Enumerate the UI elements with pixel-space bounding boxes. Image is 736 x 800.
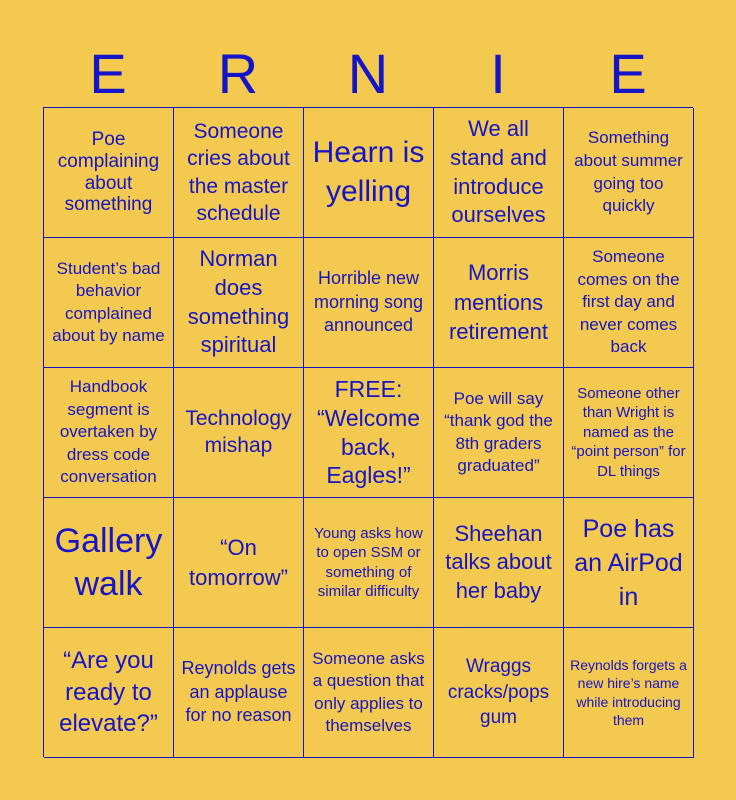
- header-letter-n: N: [347, 42, 389, 105]
- bingo-cell[interactable]: Hearn is yelling: [304, 108, 434, 238]
- bingo-cell[interactable]: Student’s bad behavior complained about by name: [44, 238, 174, 368]
- bingo-header: [43, 40, 693, 108]
- header-letter-i: I: [490, 42, 506, 105]
- header-letter-e: E: [89, 42, 127, 105]
- bingo-cell[interactable]: Poe complaining about something: [44, 108, 174, 238]
- bingo-cell[interactable]: Someone other than Wright is named as the “point person” for DL things: [564, 368, 694, 498]
- header-letter-r: R: [217, 42, 259, 105]
- bingo-cell[interactable]: Morris mentions retirement: [434, 238, 564, 368]
- bingo-cell[interactable]: Horrible new morning song announced: [304, 238, 434, 368]
- bingo-cell[interactable]: Wraggs cracks/pops gum: [434, 628, 564, 758]
- bingo-cell[interactable]: Norman does something spiritual: [174, 238, 304, 368]
- bingo-cell[interactable]: Gallery walk: [44, 498, 174, 628]
- bingo-cell[interactable]: “On tomorrow”: [174, 498, 304, 628]
- bingo-cell[interactable]: Reynolds forgets a new hire’s name while introducing them: [564, 628, 694, 758]
- header-letter-e2: E: [609, 42, 647, 105]
- bingo-cell[interactable]: Poe has an AirPod in: [564, 498, 694, 628]
- bingo-cell[interactable]: FREE: “Welcome back, Eagles!”: [304, 368, 434, 498]
- bingo-cell[interactable]: Someone comes on the first day and never comes back: [564, 238, 694, 368]
- bingo-cell[interactable]: Poe will say “thank god the 8th graders graduated”: [434, 368, 564, 498]
- bingo-cell[interactable]: Something about summer going too quickly: [564, 108, 694, 238]
- bingo-cell[interactable]: Someone asks a question that only applies to themselves: [304, 628, 434, 758]
- bingo-cell[interactable]: We all stand and introduce ourselves: [434, 108, 564, 238]
- bingo-cell[interactable]: Handbook segment is overtaken by dress code conversation: [44, 368, 174, 498]
- bingo-cell[interactable]: Technology mishap: [174, 368, 304, 498]
- bingo-cell[interactable]: Young asks how to open SSM or something of similar difficulty: [304, 498, 434, 628]
- bingo-cell[interactable]: Reynolds gets an applause for no reason: [174, 628, 304, 758]
- bingo-card-grid: [43, 107, 693, 757]
- bingo-cell[interactable]: “Are you ready to elevate?”: [44, 628, 174, 758]
- bingo-cell[interactable]: Someone cries about the master schedule: [174, 108, 304, 238]
- bingo-cell[interactable]: Sheehan talks about her baby: [434, 498, 564, 628]
